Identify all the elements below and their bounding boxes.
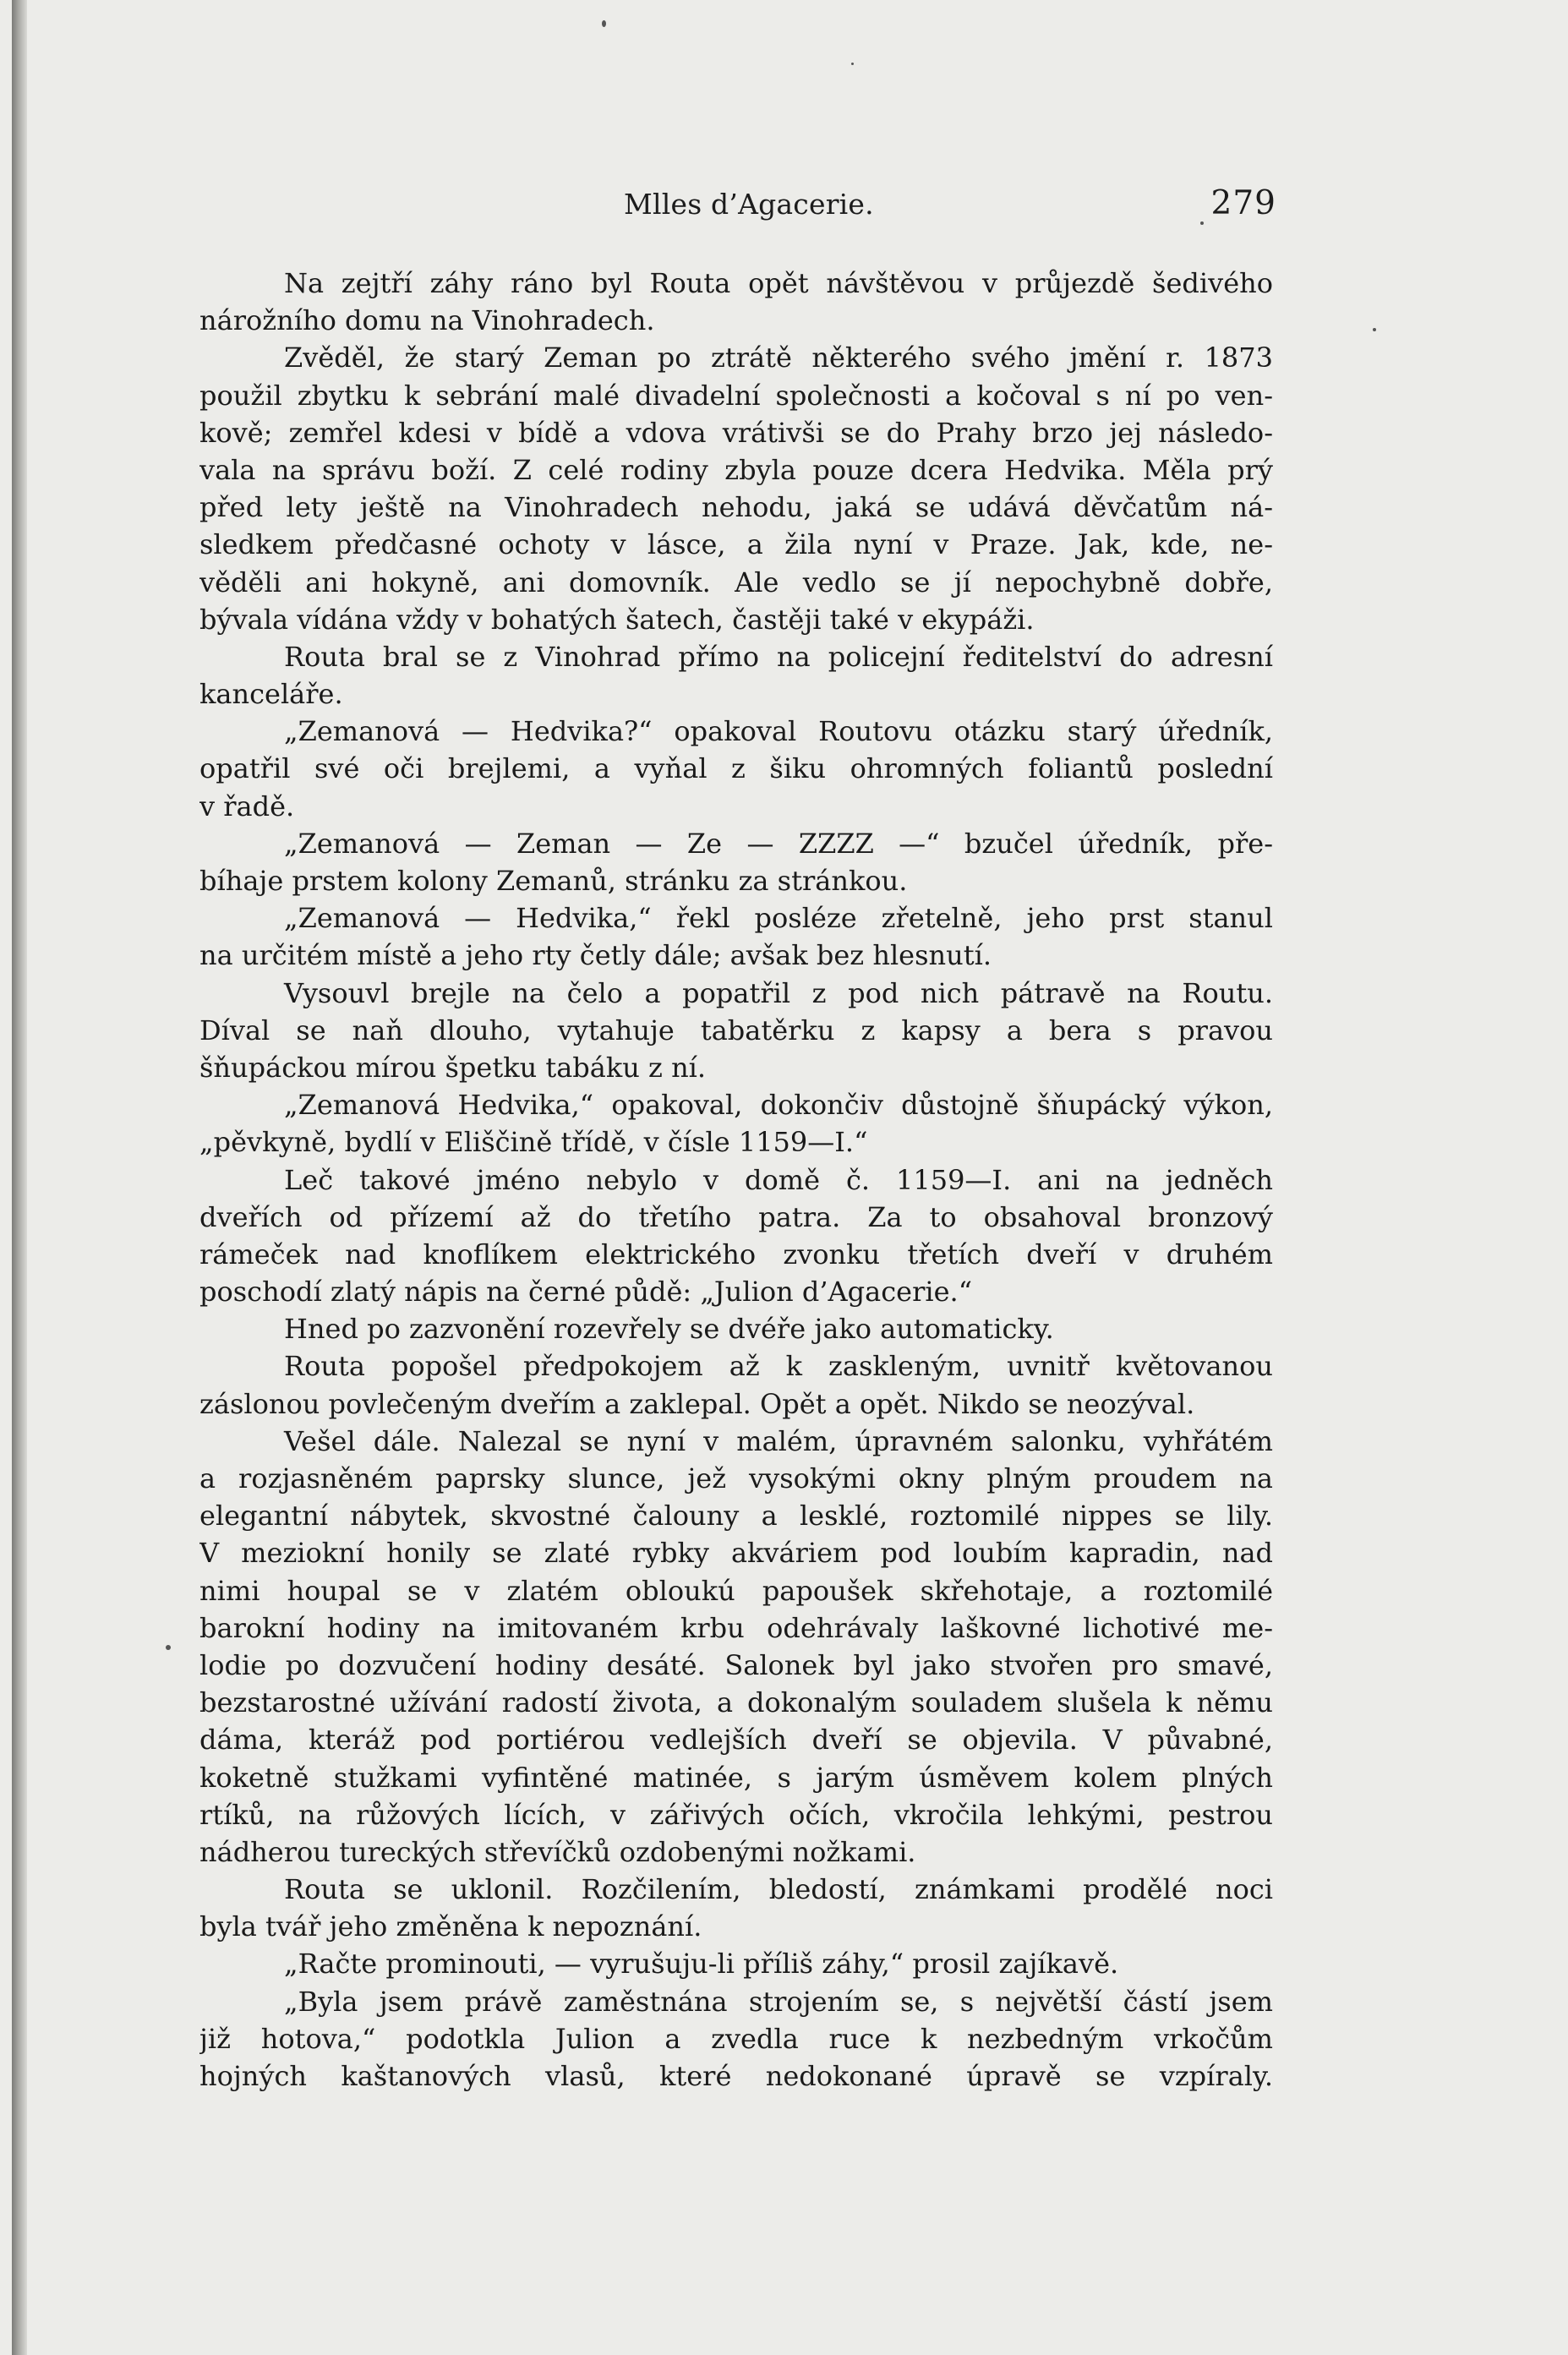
text-line: Routa popošel předpokojem až k zaskleným, uvnitř květovanou	[284, 1350, 1273, 1383]
print-speck	[166, 1645, 171, 1650]
text-line: Díval se naň dlouho, vytahuje tabatěrku z kapsy a bera s pravou	[199, 1014, 1273, 1046]
text-line: již hotova,“ podotkla Julion a zvedla ruce k nezbedným vrkočům	[199, 2022, 1273, 2055]
text-line: Vešel dále. Nalezal se nyní v malém, úpravném salonku, vyhřátém	[284, 1424, 1273, 1457]
text-line: „Račte prominouti, — vyrušuju-li příliš záhy,“ prosil zajíkavě.	[284, 1948, 1119, 1981]
text-line: nádherou tureckých střevíčků ozdobenými nožkami.	[199, 1835, 916, 1868]
text-line: „Zemanová — Hedvika,“ řekl posléze zřetelně, jeho prst stanul	[284, 902, 1273, 935]
text-line: rámeček nad knoflíkem elektrického zvonku třetích dveří v druhém	[199, 1238, 1273, 1270]
text-line: bíhaje prstem kolony Zemanů, stránku za stránkou.	[199, 865, 908, 897]
text-line: opatřil své oči brejlemi, a vyňal z šiku ohromných foliantů poslední	[199, 752, 1273, 785]
print-speck	[851, 63, 854, 65]
text-line: sledkem předčasné ochoty v lásce, a žila nyní v Praze. Jak, kde, ne-	[199, 528, 1273, 561]
text-line: Hned po zazvonění rozevřely se dvéře jako automaticky.	[284, 1313, 1054, 1346]
text-line: „Byla jsem právě zaměstnána strojením se, s největší částí jsem	[284, 1985, 1273, 2018]
text-line: byla tvář jeho změněna k nepoznání.	[199, 1910, 702, 1943]
text-line: koketně stužkami vyfintěné matinée, s jarým úsměvem kolem plných	[199, 1761, 1273, 1794]
text-line: Leč takové jméno nebylo v domě č. 1159—I. ani na jedněch	[284, 1163, 1273, 1196]
text-line: Routa se uklonil. Rozčilením, bledostí, známkami prodělé noci	[284, 1873, 1273, 1906]
text-line: kově; zemřel kdesi v bídě a vdova vrátivši se do Prahy brzo jej následo-	[199, 416, 1273, 449]
text-line: na určitém místě a jeho rty četly dále; avšak bez hlesnutí.	[199, 939, 992, 972]
text-line: barokní hodiny na imitovaném krbu odehrávaly laškovné lichotivé me-	[199, 1611, 1273, 1644]
text-line: poschodí zlatý nápis na černé půdě: „Julion d’Agacerie.“	[199, 1276, 973, 1309]
text-line: lodie po dozvučení hodiny desáté. Salonek byl jako stvořen pro smavé,	[199, 1648, 1273, 1681]
print-speck	[1373, 328, 1376, 331]
text-line: elegantní nábytek, skvostné čalouny a lesklé, roztomilé nippes se lily.	[199, 1500, 1273, 1533]
text-line: rtíků, na růžových lících, v zářivých očích, vkročila lehkými, pestrou	[199, 1798, 1273, 1831]
body-text	[199, 265, 1273, 2095]
text-line: věděli ani hokyně, ani domovník. Ale vedlo se jí nepochybně dobře,	[199, 566, 1273, 598]
text-line: bezstarostné užívání radostí života, a dokonalým souladem slušela k němu	[199, 1686, 1273, 1719]
text-line: Vysouvl brejle na čelo a popatřil z pod nich pátravě na Routu.	[284, 976, 1273, 1009]
text-line: dáma, kteráž pod portiérou vedlejších dveří se objevila. V půvabné,	[199, 1724, 1273, 1757]
text-line: vala na správu boží. Z celé rodiny zbyla pouze dcera Hedvika. Měla prý	[199, 453, 1273, 486]
text-line: hojných kaštanových vlasů, které nedokonané úpravě se vzpíraly.	[199, 2060, 1273, 2092]
text-line: a rozjasněném paprsky slunce, jež vysokými okny plným proudem na	[199, 1462, 1273, 1494]
page-header	[194, 184, 1276, 235]
text-line: „Zemanová Hedvika,“ opakoval, dokončiv důstojně šňupácký výkon,	[284, 1089, 1273, 1122]
text-line: v řadě.	[199, 790, 295, 822]
text-line: šňupáckou mírou špetku tabáku z ní.	[199, 1051, 707, 1084]
text-line: dveřích od přízemí až do třetího patra. Za to obsahoval bronzový	[199, 1200, 1273, 1233]
print-speck	[1200, 221, 1204, 225]
page-binding-shadow	[12, 0, 27, 2355]
text-line: Na zejtří záhy ráno byl Routa opět návštěvou v průjezdě šedivého	[284, 267, 1273, 299]
text-line: nimi houpal se v zlatém obloukú papoušek skřehotaje, a roztomilé	[199, 1574, 1273, 1607]
text-line: Zvěděl, že starý Zeman po ztrátě některého svého jmění r. 1873	[284, 342, 1273, 374]
text-line: nárožního domu na Vinohradech.	[199, 304, 655, 337]
text-line: bývala vídána vždy v bohatých šatech, častěji také v ekypáži.	[199, 603, 1035, 636]
text-line: Routa bral se z Vinohrad přímo na policejní ředitelství do adresní	[284, 640, 1273, 673]
running-title: Mlles d’Agacerie.	[624, 188, 874, 221]
print-speck	[602, 20, 606, 27]
text-line: před lety ještě na Vinohradech nehodu, jaká se udává děvčatům ná-	[199, 491, 1273, 524]
text-line: „pěvkyně, bydlí v Eliščině třídě, v čísle 1159—I.“	[199, 1126, 868, 1159]
text-line: záslonou povlečeným dveřím a zaklepal. Opět a opět. Nikdo se neozýval.	[199, 1387, 1195, 1420]
text-line: kanceláře.	[199, 678, 343, 711]
text-line: „Zemanová — Hedvika?“ opakoval Routovu otázku starý úředník,	[284, 715, 1273, 748]
page-number: 279	[1210, 184, 1276, 222]
text-line: „Zemanová — Zeman — Ze — ZZZZ —“ bzučel úředník, pře-	[284, 827, 1273, 860]
text-line: V mezioknı́ honily se zlaté rybky akváriem pod loubím kapradin, nad	[199, 1537, 1273, 1570]
text-line: použil zbytku k sebrání malé divadelní společnosti a kočoval s ní po ven-	[199, 379, 1273, 412]
